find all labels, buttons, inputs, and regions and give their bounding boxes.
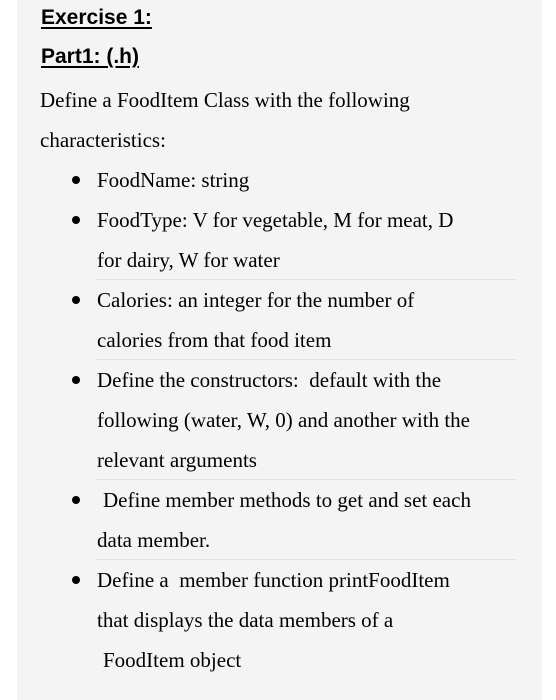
bullet-line: data member.: [97, 528, 211, 552]
bullet-line: FoodItem object: [103, 648, 242, 672]
bullet-line: Define a member function printFoodItem: [97, 568, 450, 592]
exercise-heading: Exercise 1:: [41, 6, 152, 29]
intro-line: characteristics:: [40, 128, 166, 152]
bullet-icon: [72, 176, 80, 184]
bullet-line: Define the constructors: default with the: [97, 368, 442, 392]
bullet-line: FoodType: V for vegetable, M for meat, D: [97, 208, 454, 232]
list-item-member-methods: [17, 480, 542, 560]
list-item-foodname: [17, 160, 542, 200]
bullet-line: calories from that food item: [97, 328, 332, 352]
list-item-print-function: [17, 560, 542, 680]
list-item-foodtype: [17, 200, 542, 280]
list-item-calories: [17, 280, 542, 360]
bullet-icon: [72, 216, 80, 224]
bullet-line: FoodName: string: [97, 168, 250, 192]
part-heading: Part1: (.h): [41, 45, 140, 68]
characteristics-list: [17, 160, 542, 680]
document-page: [17, 0, 542, 700]
bullet-icon: [72, 376, 80, 384]
bullet-line: for dairy, W for water: [97, 248, 280, 272]
bullet-icon: [72, 576, 80, 584]
list-item-constructors: [17, 360, 542, 480]
intro-paragraph: [40, 80, 520, 160]
bullet-line: following (water, W, 0) and another with the: [97, 408, 470, 432]
bullet-line: that displays the data members of a: [97, 608, 394, 632]
bullet-line: Define member methods to get and set each: [103, 488, 471, 512]
bullet-line: Calories: an integer for the number of: [97, 288, 415, 312]
bullet-icon: [72, 296, 80, 304]
bullet-line: relevant arguments: [97, 448, 257, 472]
intro-line: Define a FoodItem Class with the following: [40, 88, 410, 112]
bullet-icon: [72, 496, 80, 504]
